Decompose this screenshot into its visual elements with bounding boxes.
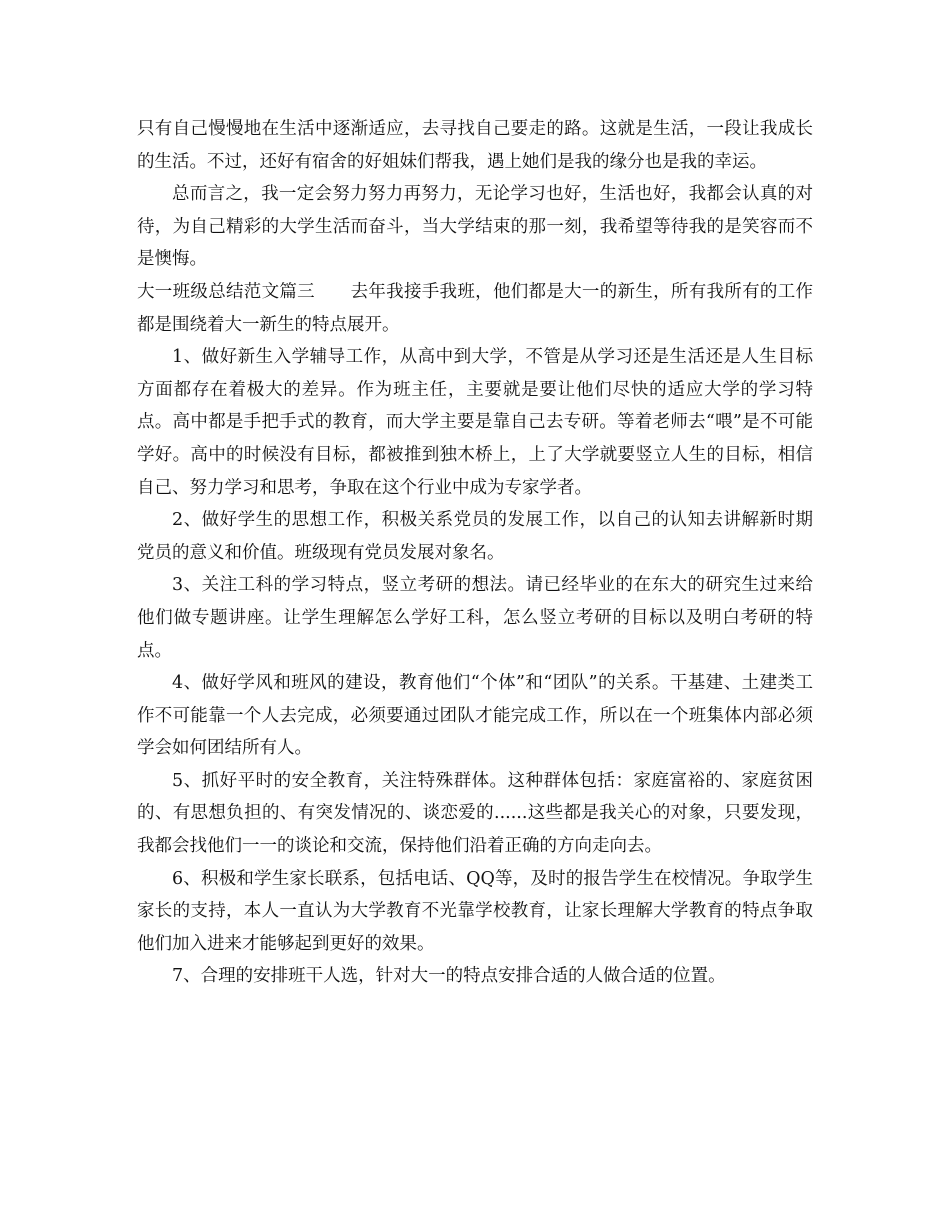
list-item-1: 1、做好新生入学辅导工作，从高中到大学，不管是从学习还是生活还是人生目标方面都存在着极大的差异。作为班主任，主要就是要让他们尽快的适应大学的学习特点。高中都是手把手式的教育，而大学主要是靠自己去专研。等着老师去“喂”是不可能学好。高中的时候没有目标，都被推到独木桥上，上了大学就要竖立人生的目标，相信自己、努力学习和思考，争取在这个行业中成为专家学者。: [137, 347, 813, 498]
list-item-2: 2、做好学生的思想工作，积极关系党员的发展工作，以自己的认知去讲解新时期党员的意义和价值。班级现有党员发展对象名。: [137, 510, 813, 563]
paragraph-summary: 总而言之，我一定会努力努力再努力，无论学习也好，生活也好，我都会认真的对待，为自己精彩的大学生活而奋斗，当大学结束的那一刻，我希望等待我的是笑容而不是懊悔。: [137, 184, 813, 270]
list-item-4: 4、做好学风和班风的建设，教育他们“个体”和“团队”的关系。干基建、土建类工作不可能靠一个人去完成，必须要通过团队才能完成工作，所以在一个班集体内部必须学会如何团结所有人。: [137, 673, 813, 759]
list-item-6: 6、积极和学生家长联系，包括电话、QQ等，及时的报告学生在校情况。争取学生家长的支持，本人一直认为大学教育不光靠学校教育，让家长理解大学教育的特点争取他们加入进来才能够起到更好的效果。: [137, 868, 813, 954]
paragraph-continuation: 只有自己慢慢地在生活中逐渐适应，去寻找自己要走的路。这就是生活，一段让我成长的生活。不过，还好有宿舍的好姐妹们帮我，遇上她们是我的缘分也是我的幸运。: [137, 119, 813, 172]
section-heading-paragraph: 大一班级总结范文篇三 去年我接手我班，他们都是大一的新生，所有我所有的工作都是围绕着大一新生的特点展开。: [137, 281, 813, 335]
list-item-7: 7、合理的安排班干人选，针对大一的特点安排合适的人做合适的位置。: [172, 966, 726, 987]
list-item-3: 3、关注工科的学习特点，竖立考研的想法。请已经毕业的在东大的研究生过来给他们做专题讲座。让学生理解怎么学好工科，怎么竖立考研的目标以及明白考研的特点。: [137, 575, 813, 661]
list-item-5: 5、抓好平时的安全教育，关注特殊群体。这种群体包括：家庭富裕的、家庭贫困的、有思想负担的、有突发情况的、谈恋爱的......这些都是我关心的对象，只要发现，我都会找他们一一的谈论和交流，保持他们沿着正确的方向走向去。: [137, 770, 813, 857]
document-page: [137, 113, 813, 993]
